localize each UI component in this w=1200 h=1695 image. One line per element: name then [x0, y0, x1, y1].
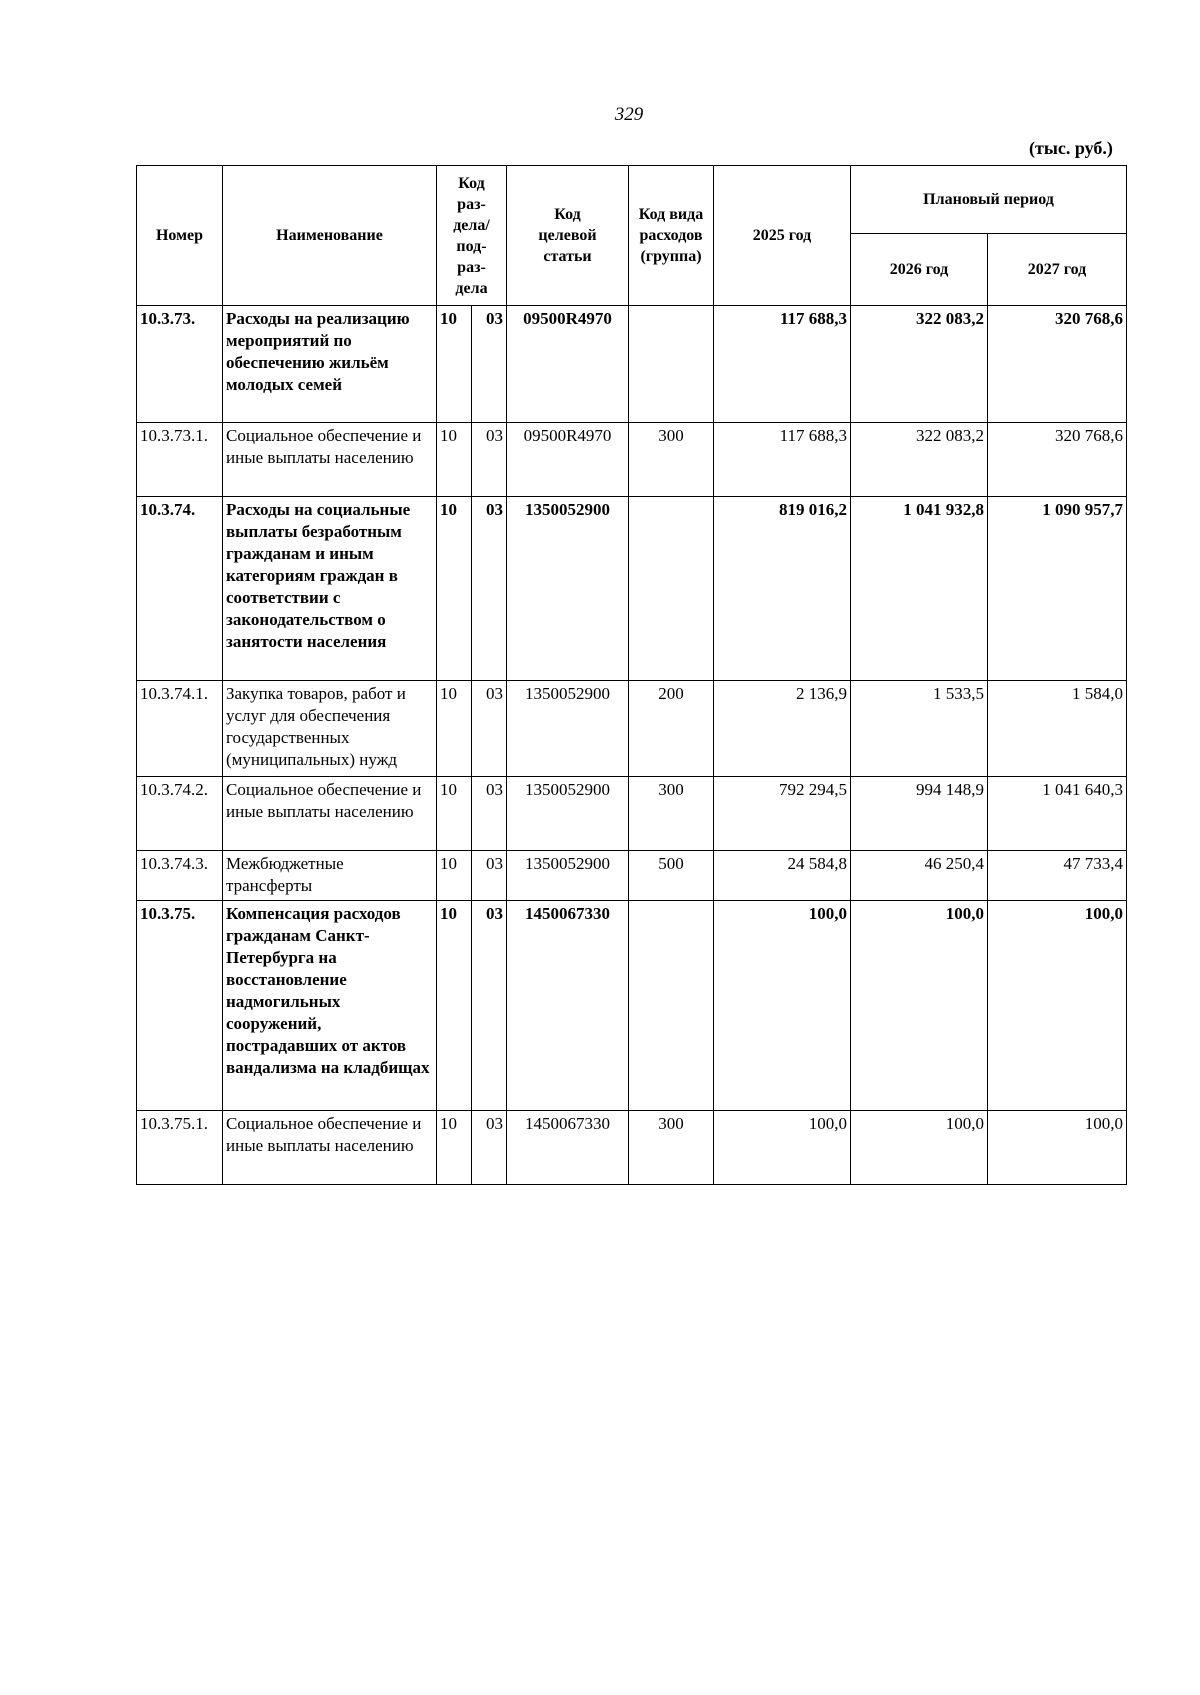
header-2025: 2025 год [714, 166, 851, 306]
row-podrazdel: 03 [472, 423, 507, 497]
row-razdel: 10 [437, 851, 472, 901]
row-num: 10.3.74.2. [137, 777, 223, 851]
row-vr: 200 [629, 681, 714, 777]
header-vr: Код вида расходов (группа) [629, 166, 714, 306]
row-name: Расходы на социальные выплаты безработным гражданам и иным категориям граждан в соответствии с законодательством о занятости населения [223, 497, 437, 681]
unit-note: (тыс. руб.) [1029, 138, 1113, 158]
row-razdel: 10 [437, 1111, 472, 1185]
header-csr: Код целевой статьи [507, 166, 629, 306]
row-csr: 09500R4970 [507, 306, 629, 423]
row-2026: 322 083,2 [851, 306, 988, 423]
row-2027: 320 768,6 [988, 306, 1127, 423]
row-2025: 100,0 [714, 1111, 851, 1185]
row-podrazdel: 03 [472, 497, 507, 681]
row-2025: 792 294,5 [714, 777, 851, 851]
row-num: 10.3.74. [137, 497, 223, 681]
table-header [137, 166, 1127, 306]
row-2027: 1 584,0 [988, 681, 1127, 777]
row-2026: 100,0 [851, 1111, 988, 1185]
header-2027: 2027 год [988, 234, 1127, 306]
row-csr: 1350052900 [507, 777, 629, 851]
row-2025: 819 016,2 [714, 497, 851, 681]
row-2027: 1 090 957,7 [988, 497, 1127, 681]
row-vr: 300 [629, 1111, 714, 1185]
row-vr: 300 [629, 423, 714, 497]
row-name: Межбюджетные трансферты [223, 851, 437, 901]
table-row [137, 681, 1127, 777]
row-csr: 1350052900 [507, 497, 629, 681]
table-row [137, 497, 1127, 681]
row-name: Социальное обеспечение и иные выплаты населению [223, 777, 437, 851]
table-row [137, 851, 1127, 901]
row-name: Компенсация расходов гражданам Санкт-Петербурга на восстановление надмогильных сооружений, пострадавших от актов вандализма на кладбищах [223, 901, 437, 1111]
table-row [137, 306, 1127, 423]
row-razdel: 10 [437, 777, 472, 851]
row-podrazdel: 03 [472, 306, 507, 423]
table-row [137, 1111, 1127, 1185]
row-num: 10.3.73. [137, 306, 223, 423]
row-2026: 1 533,5 [851, 681, 988, 777]
row-2026: 1 041 932,8 [851, 497, 988, 681]
row-vr [629, 901, 714, 1111]
row-csr: 1350052900 [507, 851, 629, 901]
header-razdel: Код раз-дела/ под-раз-дела [437, 166, 507, 306]
page-number: 329 [614, 104, 644, 125]
row-2027: 320 768,6 [988, 423, 1127, 497]
row-2026: 322 083,2 [851, 423, 988, 497]
row-2027: 100,0 [988, 901, 1127, 1111]
row-num: 10.3.74.3. [137, 851, 223, 901]
row-2027: 47 733,4 [988, 851, 1127, 901]
row-2025: 24 584,8 [714, 851, 851, 901]
table-row [137, 423, 1127, 497]
row-razdel: 10 [437, 497, 472, 681]
row-vr [629, 497, 714, 681]
header-2026: 2026 год [851, 234, 988, 306]
header-name: Наименование [223, 166, 437, 306]
row-2025: 117 688,3 [714, 423, 851, 497]
row-2026: 46 250,4 [851, 851, 988, 901]
row-vr [629, 306, 714, 423]
row-2026: 100,0 [851, 901, 988, 1111]
row-csr: 1350052900 [507, 681, 629, 777]
row-2025: 117 688,3 [714, 306, 851, 423]
row-vr: 300 [629, 777, 714, 851]
row-csr: 1450067330 [507, 1111, 629, 1185]
row-podrazdel: 03 [472, 777, 507, 851]
row-2025: 100,0 [714, 901, 851, 1111]
table-row [137, 901, 1127, 1111]
table-row [137, 777, 1127, 851]
row-num: 10.3.75.1. [137, 1111, 223, 1185]
row-razdel: 10 [437, 423, 472, 497]
header-num: Номер [137, 166, 223, 306]
row-2026: 994 148,9 [851, 777, 988, 851]
row-name: Социальное обеспечение и иные выплаты населению [223, 1111, 437, 1185]
row-csr: 09500R4970 [507, 423, 629, 497]
row-podrazdel: 03 [472, 1111, 507, 1185]
header-plan-period: Плановый период [851, 166, 1127, 234]
row-name: Закупка товаров, работ и услуг для обеспечения государственных (муниципальных) нужд [223, 681, 437, 777]
row-num: 10.3.75. [137, 901, 223, 1111]
row-name: Расходы на реализацию мероприятий по обеспечению жильём молодых семей [223, 306, 437, 423]
row-razdel: 10 [437, 901, 472, 1111]
row-csr: 1450067330 [507, 901, 629, 1111]
row-razdel: 10 [437, 306, 472, 423]
row-2027: 100,0 [988, 1111, 1127, 1185]
row-razdel: 10 [437, 681, 472, 777]
row-vr: 500 [629, 851, 714, 901]
row-podrazdel: 03 [472, 851, 507, 901]
row-num: 10.3.73.1. [137, 423, 223, 497]
row-podrazdel: 03 [472, 901, 507, 1111]
row-name: Социальное обеспечение и иные выплаты населению [223, 423, 437, 497]
row-num: 10.3.74.1. [137, 681, 223, 777]
row-2027: 1 041 640,3 [988, 777, 1127, 851]
row-podrazdel: 03 [472, 681, 507, 777]
row-2025: 2 136,9 [714, 681, 851, 777]
budget-table [136, 165, 1127, 1185]
